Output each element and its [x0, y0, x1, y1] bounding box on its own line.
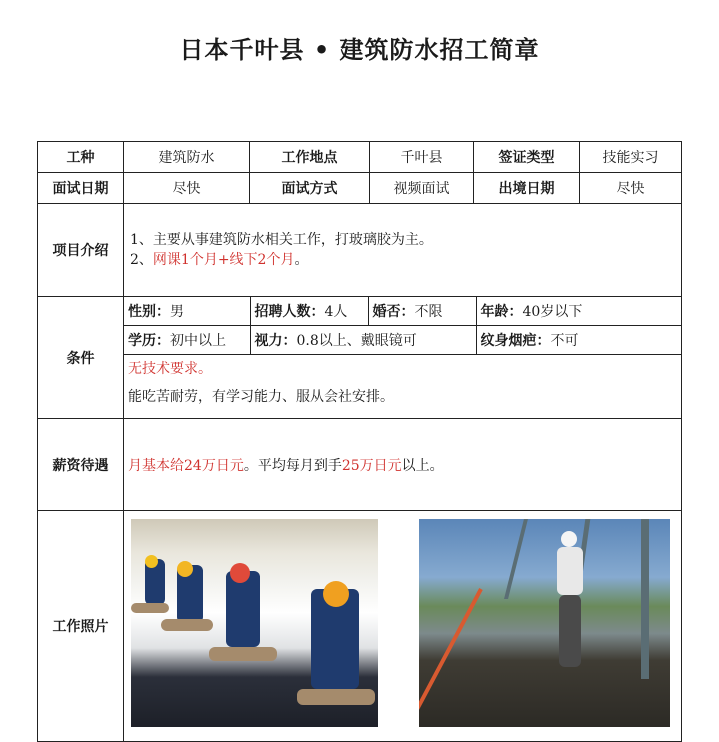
row-conditions: [38, 297, 682, 419]
conditions-label: 条件: [38, 297, 124, 419]
salary-base: 月基本给24万日元: [128, 457, 244, 474]
row-salary: [38, 419, 682, 511]
salary-content: [124, 419, 682, 511]
age-value: 40岁以下: [522, 304, 583, 320]
vision-value: 0.8以上、戴眼镜可: [296, 333, 417, 349]
conditions-grid: [124, 297, 681, 355]
visa-value: 技能实习: [580, 142, 682, 173]
salary-text-2: 以上。: [401, 457, 444, 474]
photos-content: [124, 511, 682, 742]
gender-label: 性别：: [128, 304, 170, 320]
education-cell: [124, 326, 250, 355]
intro-line-2-suffix: 。: [294, 252, 309, 268]
headcount-cell: [250, 297, 368, 326]
no-tech-requirement: 无技术要求。: [128, 361, 212, 377]
departure-label: 出境日期: [474, 173, 580, 204]
intro-line-2-highlight: 网课1个月+线下2个月: [152, 252, 295, 268]
photos-label: 工作照片: [38, 511, 124, 742]
waterproofing-workers-photo: [131, 519, 378, 727]
visa-label: 签证类型: [474, 142, 580, 173]
interview-date-value: 尽快: [124, 173, 250, 204]
job-type-value: 建筑防水: [124, 142, 250, 173]
vision-cell: [250, 326, 476, 355]
page-title: 日本千叶县 • 建筑防水招工简章: [179, 36, 540, 64]
location-value: 千叶县: [370, 142, 474, 173]
marital-value: 不限: [414, 304, 443, 320]
conditions-content: [124, 297, 682, 419]
interview-date-label: 面试日期: [38, 173, 124, 204]
tattoo-cell: [476, 326, 681, 355]
interview-method-label: 面试方式: [250, 173, 370, 204]
gender-value: 男: [170, 304, 184, 320]
intro-label: 项目介绍: [38, 204, 124, 297]
vision-label: 视力：: [254, 333, 297, 349]
recruitment-table: [37, 141, 682, 742]
location-label: 工作地点: [250, 142, 370, 173]
tattoo-value: 不可: [550, 333, 579, 349]
glass-roof-worker-photo: [419, 519, 670, 727]
departure-value: 尽快: [580, 173, 682, 204]
headcount-value: 4人: [324, 304, 348, 320]
intro-content: [124, 204, 682, 297]
education-value: 初中以上: [170, 333, 226, 349]
gender-cell: [124, 297, 250, 326]
row-dates: [38, 173, 682, 204]
ability-requirement: 能吃苦耐劳，有学习能力、服从会社安排。: [128, 389, 394, 405]
salary-takehome: 25万日元: [341, 457, 402, 474]
salary-text-1: 。平均每月到手: [243, 457, 342, 474]
salary-label: 薪资待遇: [38, 419, 124, 511]
intro-line-2: [130, 250, 675, 270]
intro-line-2-prefix: 2、: [130, 252, 153, 268]
row-job-info: [38, 142, 682, 173]
age-cell: [476, 297, 681, 326]
age-label: 年龄：: [480, 304, 523, 320]
headcount-label: 招聘人数：: [254, 304, 325, 320]
row-photos: [38, 511, 682, 742]
intro-line-1: 1、主要从事建筑防水相关工作，打玻璃胶为主。: [130, 232, 433, 248]
marital-cell: [368, 297, 476, 326]
job-type-label: 工种: [38, 142, 124, 173]
row-intro: [38, 204, 682, 297]
marital-label: 婚否：: [372, 304, 415, 320]
interview-method-value: 视频面试: [370, 173, 474, 204]
education-label: 学历：: [128, 333, 170, 349]
tattoo-label: 纹身烟疤：: [480, 333, 551, 349]
